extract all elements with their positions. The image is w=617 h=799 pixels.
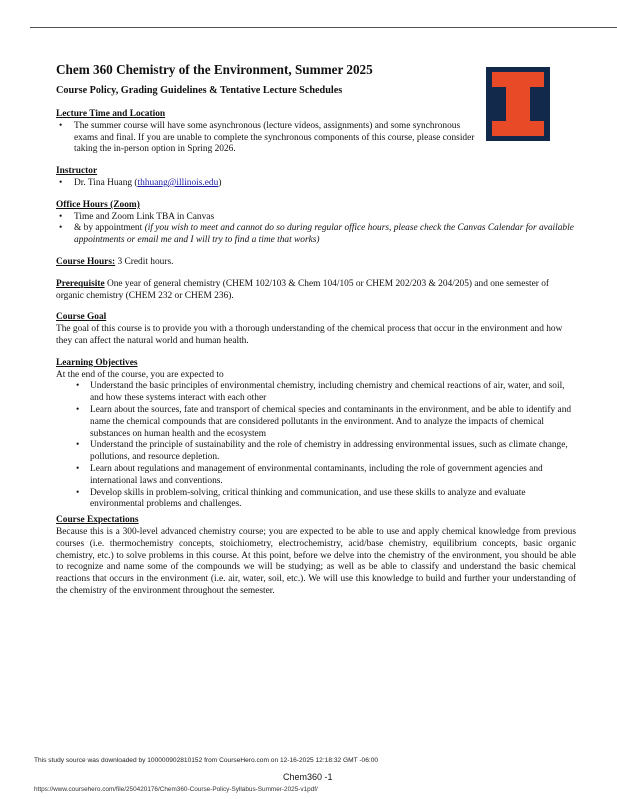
course-expectations-section	[56, 515, 576, 598]
lecture-section	[56, 109, 576, 156]
prerequisite-heading: Prerequisite	[56, 278, 105, 289]
list-item	[56, 223, 576, 247]
learning-objectives-intro: At the end of the course, you are expected to	[56, 369, 224, 380]
instructor-email-link[interactable]: thhuang@illinois.edu	[137, 177, 219, 188]
instructor-heading: Instructor	[56, 166, 98, 177]
prerequisite-text: One year of general chemistry (CHEM 102/103 & Chem 104/105 or CHEM 202/203 & 204/205) and one semester of organic chemistry (CHEM 232 or CHEM 236).	[56, 278, 550, 301]
course-hours-text: 3 Credit hours.	[115, 256, 174, 267]
lecture-heading: Lecture Time and Location	[56, 109, 166, 119]
list-item: • Learn about the sources, fate and transport of chemical species and contaminants in the environment, and be able to identify and name the chemical compounds that are considered pollutants in the environment. And to analyze the impacts of chemical substances on human health and the ecosystem	[56, 405, 576, 440]
instructor-name: Dr. Tina Huang (	[74, 177, 138, 188]
appointment-note: (if you wish to meet and cannot do so during regular office hours, please check the Canvas Calendar for available appointments or email me and I will try to find a time that works)	[74, 223, 574, 246]
document-subtitle: Course Policy, Grading Guidelines & Tentative Lecture Schedules	[56, 85, 343, 96]
course-goal-text: The goal of this course is to provide you with a thorough understanding of the chemical process that occur in the environment and how they can affect the natural world and human health.	[56, 324, 563, 346]
page-label: Chem360 -1	[283, 772, 333, 782]
learning-objectives-heading: Learning Objectives	[56, 357, 138, 368]
list-item: • Learn about regulations and management of environmental contaminants, including the role of government agencies and international laws and conventions.	[56, 464, 576, 488]
course-goal-section	[56, 312, 576, 347]
appointment-text: & by appointment	[74, 223, 145, 234]
list-item: • The summer course will have some asynchronous (lecture videos, assignments) and some synchronous exams and final. If you are unable to complete the synchronous components of this course, please consider taking the in-person option in Spring 2026.	[56, 121, 486, 156]
course-expectations-heading: Course Expectations	[56, 515, 139, 526]
learning-objectives-section	[56, 358, 576, 511]
instructor-section	[56, 166, 576, 190]
office-hours-heading: Office Hours (Zoom)	[56, 199, 140, 210]
course-hours-section	[56, 257, 576, 269]
list-item: • Develop skills in problem-solving, critical thinking and communication, and use these skills to analyze and evaluate environmental problems and challenges.	[56, 488, 576, 512]
prerequisite-section	[56, 279, 576, 303]
syllabus-page	[56, 62, 576, 598]
list-item: • Understand the basic principles of environmental chemistry, including chemistry and chemical reactions of air, water, and soil, and how these systems interact with each other	[56, 381, 576, 405]
list-item	[56, 178, 576, 190]
course-hours-heading: Course Hours:	[56, 256, 116, 267]
course-goal-heading: Course Goal	[56, 312, 107, 323]
list-item: • Time and Zoom Link TBA in Canvas	[56, 212, 576, 224]
document-title: Chem 360 Chemistry of the Environment, Summer 2025	[56, 62, 373, 77]
download-note: This study source was downloaded by 100000902810152 from CourseHero.com on 12-16-2025 12:18:32 GMT -06:00	[34, 757, 379, 764]
source-url[interactable]: https://www.coursehero.com/file/250420176/Chem360-Course-Policy-Syllabus-Summer-2025-v1pdf/	[34, 786, 318, 793]
office-hours-section	[56, 200, 576, 247]
instructor-suffix: )	[218, 177, 222, 188]
list-item: • Understand the principle of sustainability and the role of chemistry in addressing environmental issues, such as climate change, pollutions, and resource depletion.	[56, 440, 576, 464]
course-expectations-text: Because this is a 300-level advanced chemistry course; you are expected to be able to use and apply chemical knowledge from previous courses (i.e. thermochemistry concepts, stoichiometry, electrochemistry, acid/base chemistry, equilibrium concepts, basic organic chemistry, etc.) to solve problems in this course. At this point, before we delve into the chemistry of the environment, you should be able to recognize and name some of the compounds we will be studying; as well as be able to classify and understand the basic chemical reactions that occurs in the environment (i.e. air, water, soil, etc.). We will use this knowledge to build and further your understanding of the chemistry of the environment throughout the semester.	[56, 526, 576, 596]
top-rule	[30, 27, 617, 28]
